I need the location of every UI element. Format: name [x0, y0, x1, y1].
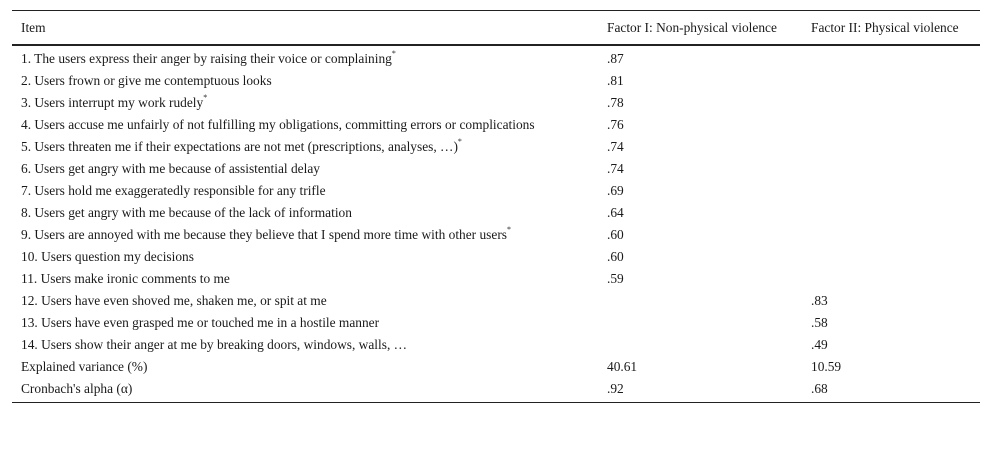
table-header: [12, 11, 980, 46]
item-text: 8. Users get angry with me because of the lack of information: [21, 205, 352, 220]
header-factor-2: Factor II: Physical violence: [802, 11, 980, 46]
table-body: [12, 45, 980, 403]
item-text: 11. Users make ironic comments to me: [21, 271, 230, 286]
item-text: 12. Users have even shoved me, shaken me, or spit at me: [21, 293, 327, 308]
item-text: 6. Users get angry with me because of assistential delay: [21, 161, 320, 176]
item-cell: [12, 70, 598, 92]
factor-1-cell: .59: [607, 271, 624, 286]
factor-2-cell: [802, 136, 980, 158]
table-row: [12, 246, 980, 268]
table-row: [12, 70, 980, 92]
factor-1-cell: .92: [598, 378, 802, 403]
factor-1-cell: [598, 290, 802, 312]
factor-table-container: [12, 10, 980, 403]
table-row: [12, 136, 980, 158]
item-text: 5. Users threaten me if their expectations are not met (prescriptions, analyses, …): [21, 139, 458, 154]
table-row: [12, 202, 980, 224]
factor-2-cell: [802, 180, 980, 202]
factor-1-cell: .76: [607, 117, 624, 132]
item-cell: [12, 92, 598, 114]
factor-2-cell: .58: [811, 315, 828, 330]
table-row: [12, 45, 980, 70]
footnote-marker: *: [203, 92, 208, 102]
table-row: [12, 290, 980, 312]
factor-2-cell: .68: [802, 378, 980, 403]
table-row: [12, 224, 980, 246]
item-text: 1. The users express their anger by raising their voice or complaining: [21, 51, 392, 66]
item-cell: [12, 246, 598, 268]
item-text: Explained variance (%): [21, 359, 148, 374]
factor-2-cell: [802, 224, 980, 246]
item-cell: [12, 312, 598, 334]
factor-2-cell: .49: [811, 337, 828, 352]
factor-loadings-table: [12, 10, 980, 403]
factor-2-cell: [802, 268, 980, 290]
factor-1-cell: .64: [607, 205, 624, 220]
factor-2-cell: [802, 202, 980, 224]
header-item: Item: [12, 11, 598, 46]
factor-2-cell: [802, 246, 980, 268]
factor-1-cell: .74: [607, 161, 624, 176]
item-text: 7. Users hold me exaggeratedly responsible for any trifle: [21, 183, 326, 198]
factor-2-cell: [802, 45, 980, 70]
table-row: [12, 114, 980, 136]
item-cell: [12, 158, 598, 180]
item-cell: [12, 290, 598, 312]
item-cell: [12, 224, 598, 246]
table-row: [12, 334, 980, 356]
item-text: Cronbach's alpha (α): [21, 381, 133, 396]
item-text: 14. Users show their anger at me by breaking doors, windows, walls, …: [21, 337, 408, 352]
factor-1-cell: .74: [607, 139, 624, 154]
factor-2-cell: [802, 114, 980, 136]
table-row: [12, 92, 980, 114]
factor-1-cell: .87: [607, 51, 624, 66]
table-row: [12, 356, 980, 378]
table-row: [12, 268, 980, 290]
item-text: 3. Users interrupt my work rudely: [21, 95, 204, 110]
table-row: [12, 180, 980, 202]
header-factor-1: Factor I: Non-physical violence: [598, 11, 802, 46]
table-row: [12, 378, 980, 403]
footnote-marker: *: [391, 48, 396, 58]
item-text: 9. Users are annoyed with me because they believe that I spend more time with other users: [21, 227, 507, 242]
item-cell: [12, 378, 598, 403]
header-row: [12, 11, 980, 46]
factor-2-cell: [802, 158, 980, 180]
footnote-marker: *: [457, 136, 462, 146]
factor-1-cell: .60: [607, 227, 624, 242]
table-row: [12, 312, 980, 334]
item-text: 10. Users question my decisions: [21, 249, 194, 264]
item-cell: [12, 356, 598, 378]
factor-1-cell: .81: [607, 73, 624, 88]
factor-1-cell: .78: [607, 95, 624, 110]
item-text: 4. Users accuse me unfairly of not fulfilling my obligations, committing errors or complications: [21, 117, 535, 132]
item-cell: [12, 45, 598, 70]
item-cell: [12, 114, 598, 136]
factor-1-cell: .60: [607, 249, 624, 264]
factor-2-cell: [802, 92, 980, 114]
factor-1-cell: [598, 312, 802, 334]
factor-2-cell: 10.59: [811, 359, 842, 374]
factor-2-cell: .83: [811, 293, 828, 308]
item-cell: [12, 334, 598, 356]
factor-1-cell: 40.61: [607, 359, 638, 374]
factor-2-cell: [802, 70, 980, 92]
table-row: [12, 158, 980, 180]
item-text: 13. Users have even grasped me or touched me in a hostile manner: [21, 315, 380, 330]
item-cell: [12, 268, 598, 290]
item-text: 2. Users frown or give me contemptuous looks: [21, 73, 272, 88]
factor-1-cell: [598, 334, 802, 356]
item-cell: [12, 202, 598, 224]
item-cell: [12, 136, 598, 158]
item-cell: [12, 180, 598, 202]
factor-1-cell: .69: [607, 183, 624, 198]
footnote-marker: *: [507, 224, 511, 234]
